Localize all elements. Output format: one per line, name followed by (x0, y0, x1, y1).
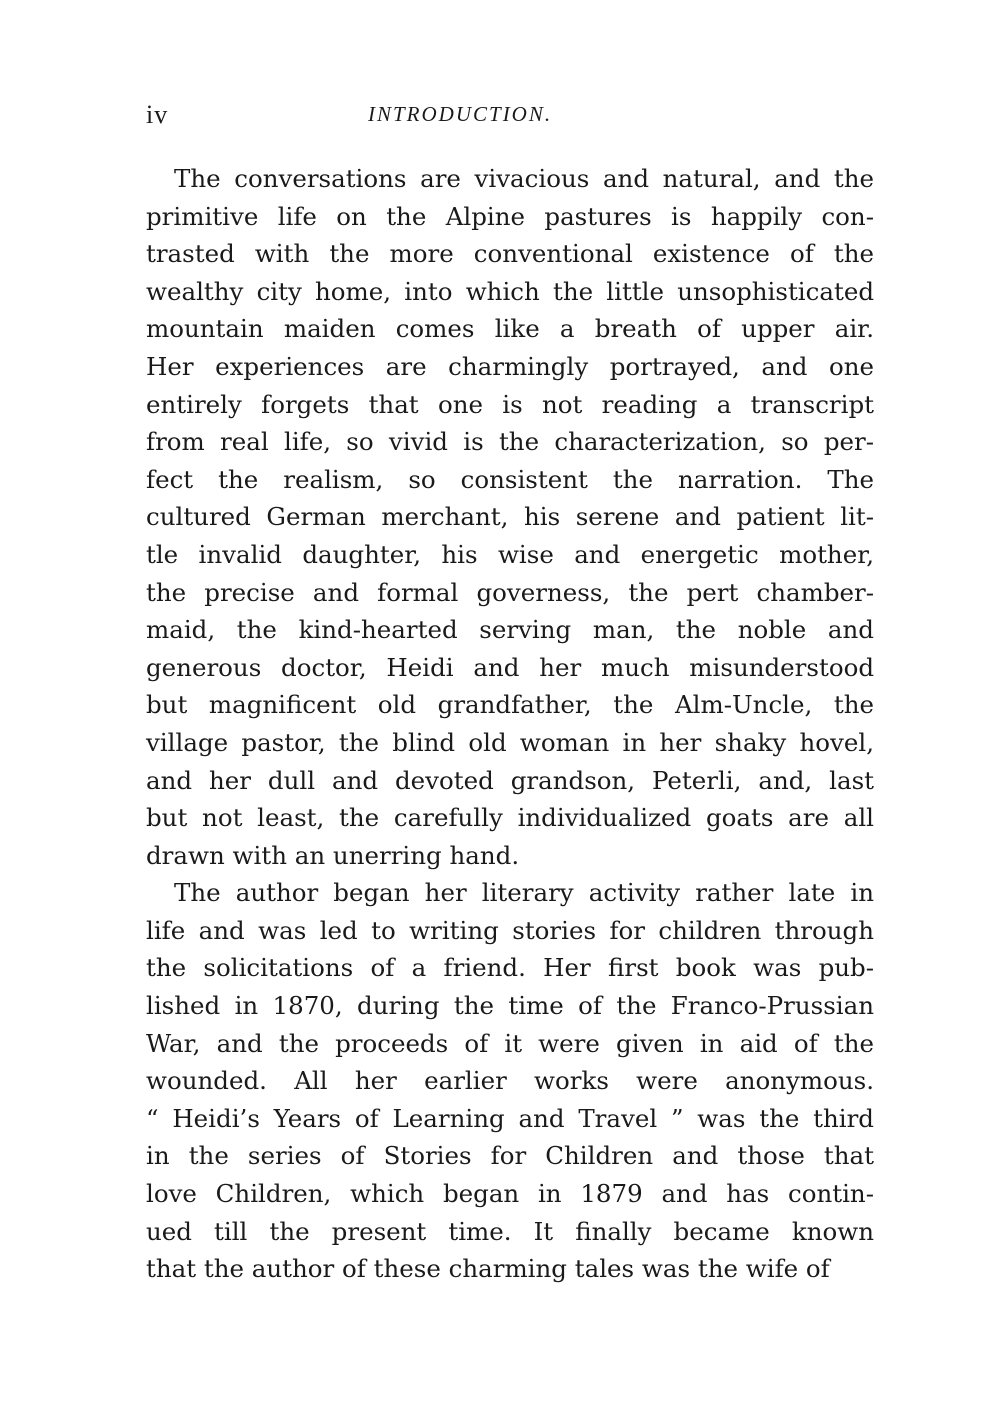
text-line: from real life, so vivid is the characterization, so per- (146, 427, 874, 457)
body-text (146, 160, 874, 1288)
text-line: in the series of Stories for Children and those that (146, 1141, 874, 1171)
text-line: mountain maiden comes like a breath of upper air. (146, 314, 874, 344)
text-line: life and was led to writing stories for children through (146, 915, 874, 945)
text-line: ued till the present time. It finally became known (146, 1216, 874, 1246)
text-line: trasted with the more conventional existence of the (146, 239, 874, 269)
chapter-title: INTRODUCTION. (368, 102, 553, 126)
text-line: cultured German merchant, his serene and patient lit- (146, 502, 874, 532)
text-line: love Children, which began in 1879 and has contin- (146, 1179, 874, 1209)
page-number: iv (146, 100, 169, 129)
text-line: the solicitations of a friend. Her first book was pub- (146, 953, 874, 983)
text-line: maid, the kind-hearted serving man, the noble and (146, 615, 874, 645)
text-line: but magnificent old grandfather, the Alm-Uncle, the (146, 690, 874, 720)
text-line: lished in 1870, during the time of the Franco-Prussian (146, 991, 874, 1021)
text-line: The conversations are vivacious and natural, and the (174, 164, 874, 193)
text-line: the precise and formal governess, the pert chamber- (146, 577, 874, 607)
text-line: drawn with an unerring hand. (146, 840, 520, 870)
paragraph-1 (146, 160, 874, 874)
running-head (146, 100, 874, 136)
text-line: wounded. All her earlier works were anonymous. (146, 1066, 874, 1096)
text-line: village pastor, the blind old woman in her shaky hovel, (146, 727, 874, 757)
text-line: that the author of these charming tales was the wife of (146, 1254, 830, 1284)
paragraph-2 (146, 874, 874, 1288)
text-line: primitive life on the Alpine pastures is happily con- (146, 201, 874, 231)
text-line: “ Heidi’s Years of Learning and Travel ” was the third (146, 1103, 874, 1133)
text-line: fect the realism, so consistent the narration. The (146, 464, 874, 494)
text-line: Her experiences are charmingly portrayed, and one (146, 351, 874, 381)
text-line: wealthy city home, into which the little unsophisticated (146, 276, 874, 306)
text-line: tle invalid daughter, his wise and energetic mother, (146, 539, 874, 569)
text-line: generous doctor, Heidi and her much misunderstood (146, 652, 874, 682)
text-line: and her dull and devoted grandson, Peterli, and, last (146, 765, 874, 795)
text-line: War, and the proceeds of it were given in aid of the (146, 1028, 874, 1058)
text-line: but not least, the carefully individualized goats are all (146, 803, 874, 833)
text-line: entirely forgets that one is not reading a transcript (146, 389, 874, 419)
text-line: The author began her literary activity rather late in (174, 878, 874, 908)
